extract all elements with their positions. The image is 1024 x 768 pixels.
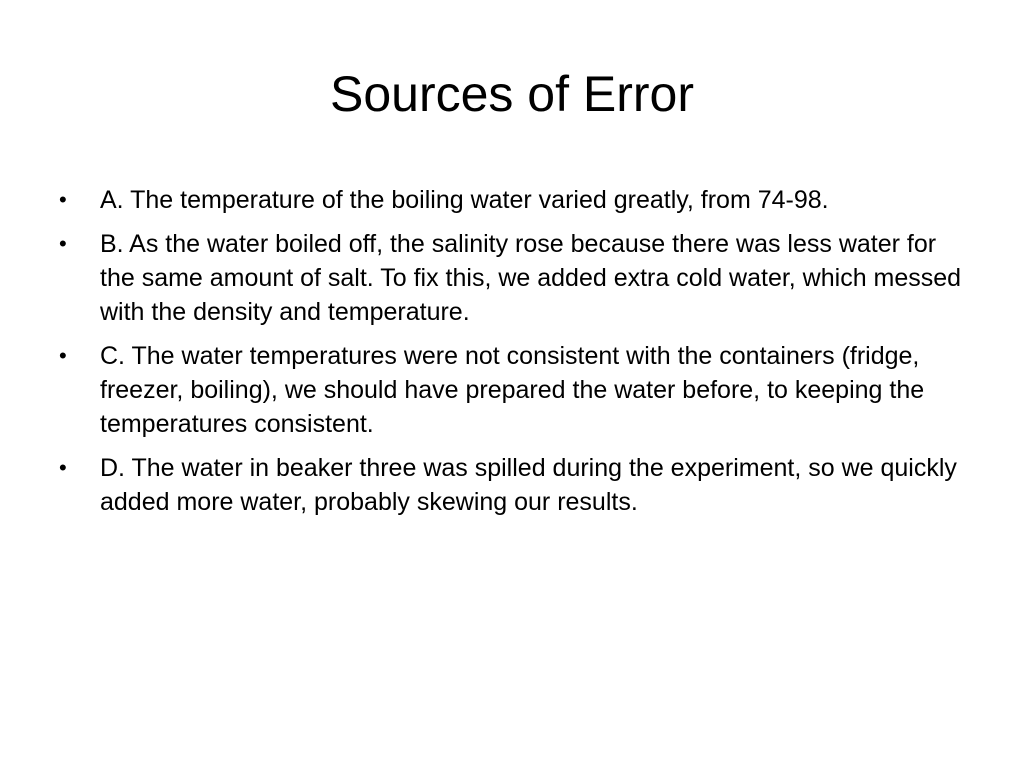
bullet-list xyxy=(56,183,968,529)
bullet-item-b xyxy=(56,227,968,329)
bullet-marker: • xyxy=(59,187,67,212)
bullet-text-c: C. The water temperatures were not consistent with the containers (fridge, freezer, boiling), we should have prepared the water before, to keeping the temperatures consistent. xyxy=(100,342,925,438)
bullet-marker: • xyxy=(59,455,67,480)
bullet-text-a: A. The temperature of the boiling water varied greatly, from 74-98. xyxy=(100,186,829,214)
bullet-item-a xyxy=(56,183,968,217)
bullet-item-d xyxy=(56,451,968,519)
bullet-item-c xyxy=(56,339,968,441)
bullet-text-b: B. As the water boiled off, the salinity rose because there was less water for the same amount of salt. To fix this, we added extra cold water, which messed with the density and temperature. xyxy=(100,230,962,326)
slide-title: Sources of Error xyxy=(329,66,694,122)
bullet-marker: • xyxy=(59,231,67,256)
bullet-text-d: D. The water in beaker three was spilled during the experiment, so we quickly added more water, probably skewing our results. xyxy=(100,454,957,516)
bullet-marker: • xyxy=(59,343,67,368)
